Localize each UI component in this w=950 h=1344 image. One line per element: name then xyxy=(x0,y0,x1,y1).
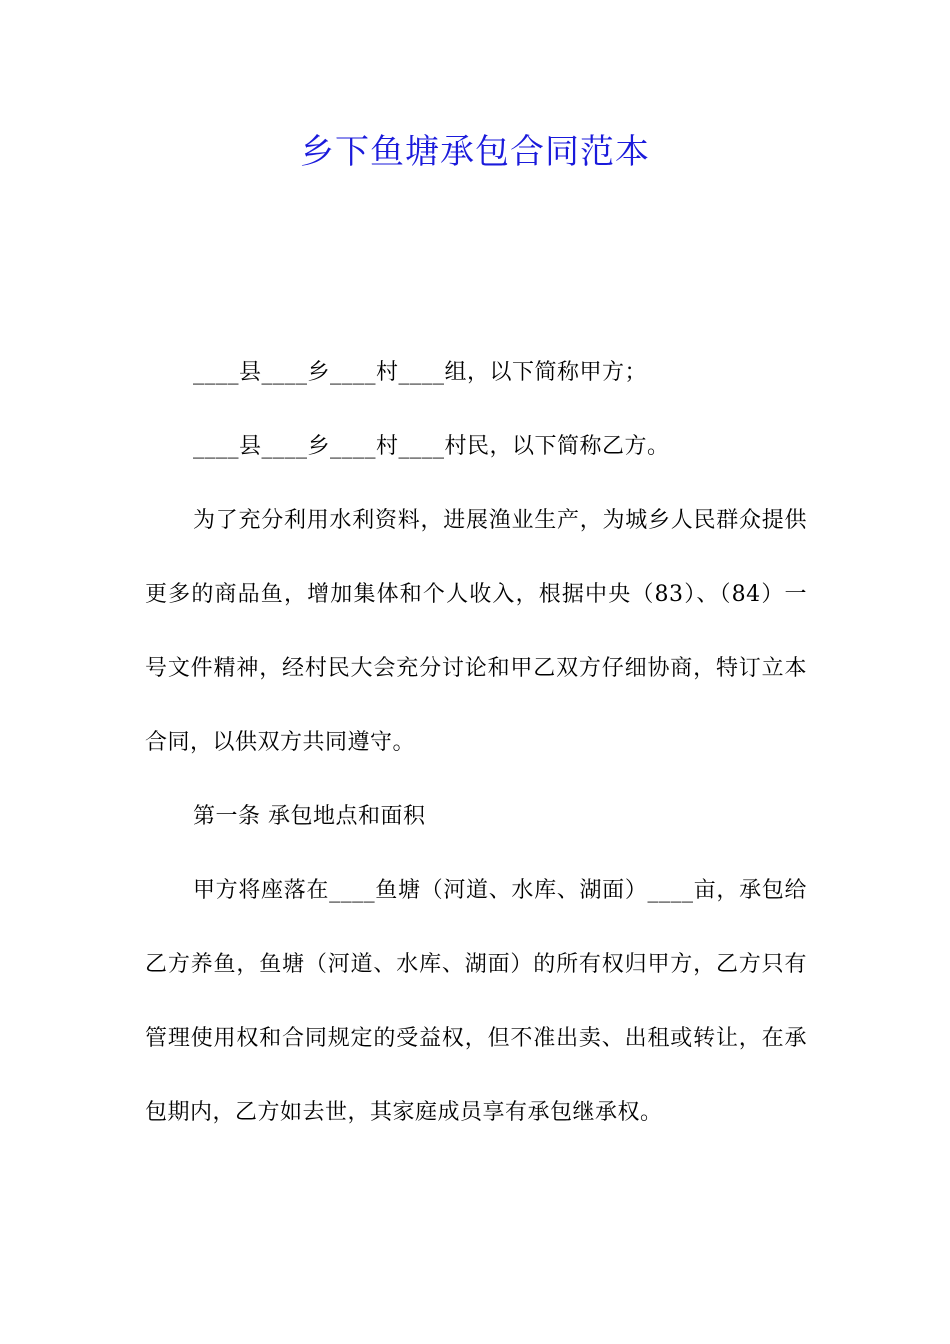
document-title: 乡下鱼塘承包合同范本 xyxy=(300,132,650,172)
paragraph-party-b: ____县____乡____村____村民，以下简称乙方。 xyxy=(193,434,670,459)
paragraph-party-a: ____县____乡____村____组，以下简称甲方； xyxy=(193,360,648,385)
article-one-content: 甲方将座落在____鱼塘（河道、水库、湖面）____亩，承包给乙方养鱼，鱼塘（河道、水库、湖面）的所有权归甲方，乙方只有管理使用权和合同规定的受益权，但不准出卖、出租或转让，在承包期内，乙方如去世，其家庭成员享有承包继承权。 xyxy=(145,878,807,1125)
document-body xyxy=(145,336,807,1150)
article-one-heading: 第一条 承包地点和面积 xyxy=(193,804,426,829)
paragraph-preamble: 为了充分利用水利资料，进展渔业生产，为城乡人民群众提供更多的商品鱼，增加集体和个人收入，根据中央（83）、（84）一号文件精神，经村民大会充分讨论和甲乙双方仔细协商，特订立本合同，以供双方共同遵守。 xyxy=(145,508,807,755)
